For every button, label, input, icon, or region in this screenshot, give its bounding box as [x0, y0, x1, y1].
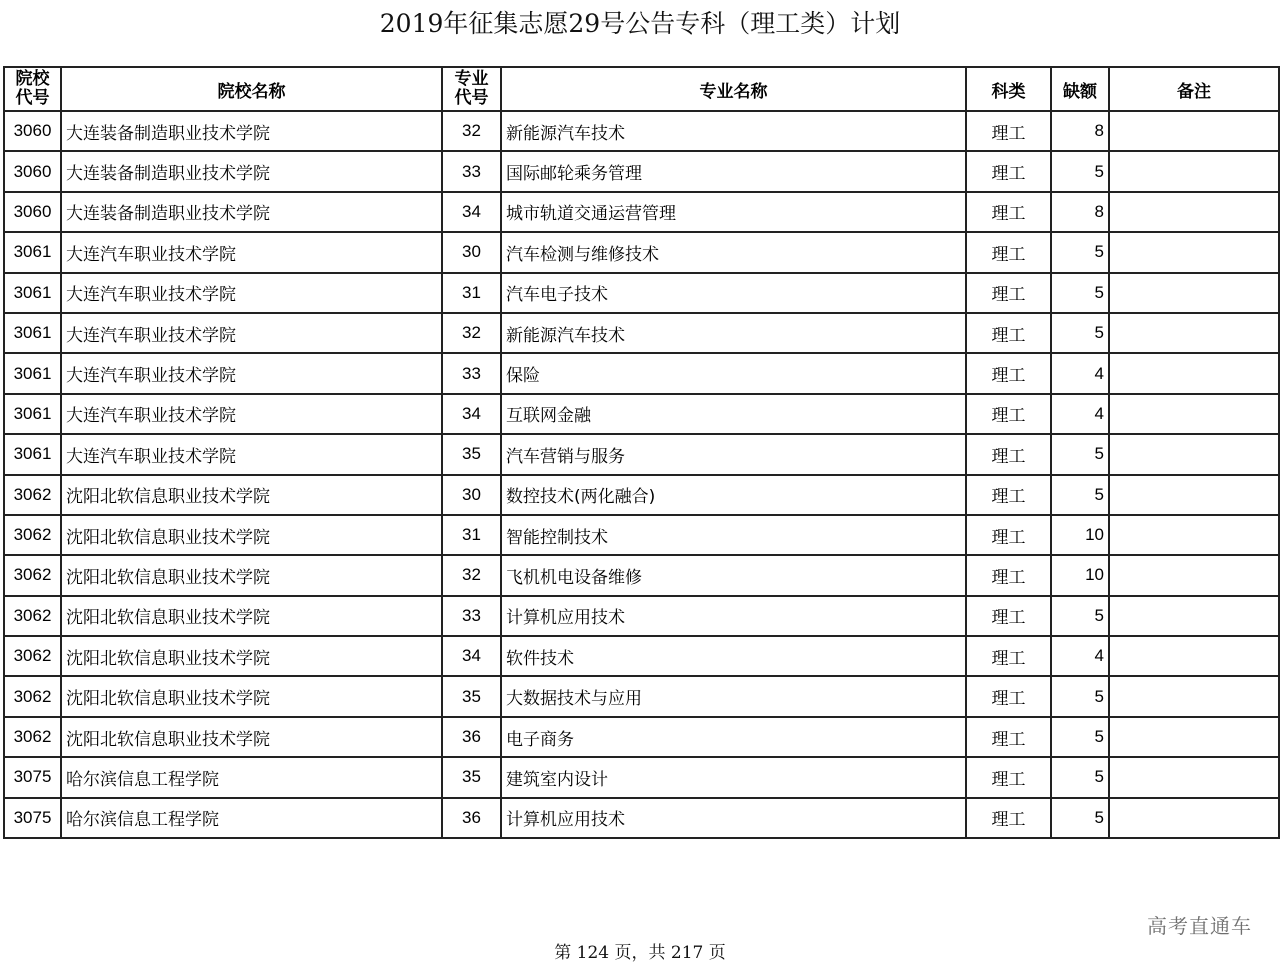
- cell-category: 理工: [966, 798, 1051, 838]
- cell-quota: 10: [1051, 515, 1109, 555]
- cell-quota: 4: [1051, 353, 1109, 393]
- cell-quota: 5: [1051, 757, 1109, 797]
- cell-category: 理工: [966, 475, 1051, 515]
- cell-major-code: 35: [442, 676, 501, 716]
- table-row: [4, 676, 1279, 716]
- cell-major-name: 智能控制技术: [501, 515, 966, 555]
- cell-major-code: 35: [442, 434, 501, 474]
- cell-note: [1109, 394, 1279, 434]
- table-row: [4, 151, 1279, 191]
- cell-quota: 5: [1051, 273, 1109, 313]
- cell-school-code: 3062: [4, 555, 61, 595]
- table-row: [4, 757, 1279, 797]
- cell-quota: 5: [1051, 313, 1109, 353]
- cell-major-name: 飞机机电设备维修: [501, 555, 966, 595]
- cell-note: [1109, 151, 1279, 191]
- cell-school-name: 沈阳北软信息职业技术学院: [61, 596, 442, 636]
- cell-quota: 5: [1051, 434, 1109, 474]
- header-note: 备注: [1109, 67, 1279, 111]
- table-row: [4, 798, 1279, 838]
- cell-school-name: 大连汽车职业技术学院: [61, 273, 442, 313]
- cell-school-code: 3062: [4, 717, 61, 757]
- cell-quota: 5: [1051, 232, 1109, 272]
- table-row: [4, 232, 1279, 272]
- cell-school-code: 3075: [4, 757, 61, 797]
- cell-note: [1109, 596, 1279, 636]
- cell-school-name: 沈阳北软信息职业技术学院: [61, 515, 442, 555]
- cell-school-name: 沈阳北软信息职业技术学院: [61, 475, 442, 515]
- table-row: [4, 353, 1279, 393]
- table-row: [4, 192, 1279, 232]
- cell-major-code: 32: [442, 111, 501, 151]
- cell-school-code: 3062: [4, 475, 61, 515]
- cell-major-code: 34: [442, 394, 501, 434]
- header-major-code-line1: 专业: [454, 69, 489, 89]
- header-major-name: 专业名称: [501, 67, 966, 111]
- cell-note: [1109, 111, 1279, 151]
- cell-category: 理工: [966, 676, 1051, 716]
- cell-note: [1109, 192, 1279, 232]
- cell-major-code: 34: [442, 636, 501, 676]
- cell-major-code: 31: [442, 515, 501, 555]
- cell-note: [1109, 232, 1279, 272]
- cell-school-name: 大连汽车职业技术学院: [61, 434, 442, 474]
- cell-major-code: 30: [442, 232, 501, 272]
- cell-major-name: 新能源汽车技术: [501, 313, 966, 353]
- cell-category: 理工: [966, 636, 1051, 676]
- cell-quota: 10: [1051, 555, 1109, 595]
- cell-major-code: 33: [442, 596, 501, 636]
- table-row: [4, 273, 1279, 313]
- cell-category: 理工: [966, 434, 1051, 474]
- cell-quota: 5: [1051, 596, 1109, 636]
- cell-school-code: 3061: [4, 394, 61, 434]
- cell-category: 理工: [966, 151, 1051, 191]
- cell-category: 理工: [966, 515, 1051, 555]
- cell-major-code: 33: [442, 353, 501, 393]
- cell-category: 理工: [966, 394, 1051, 434]
- cell-category: 理工: [966, 313, 1051, 353]
- cell-school-code: 3061: [4, 313, 61, 353]
- header-school-name: 院校名称: [61, 67, 442, 111]
- cell-note: [1109, 636, 1279, 676]
- cell-quota: 4: [1051, 636, 1109, 676]
- cell-school-code: 3062: [4, 596, 61, 636]
- cell-major-name: 汽车营销与服务: [501, 434, 966, 474]
- table-row: [4, 313, 1279, 353]
- cell-category: 理工: [966, 717, 1051, 757]
- table-row: [4, 475, 1279, 515]
- cell-quota: 8: [1051, 111, 1109, 151]
- cell-school-name: 沈阳北软信息职业技术学院: [61, 555, 442, 595]
- cell-school-code: 3062: [4, 676, 61, 716]
- cell-major-code: 30: [442, 475, 501, 515]
- cell-note: [1109, 515, 1279, 555]
- table-row: [4, 717, 1279, 757]
- table-row: [4, 636, 1279, 676]
- cell-major-code: 32: [442, 555, 501, 595]
- cell-note: [1109, 273, 1279, 313]
- cell-school-name: 沈阳北软信息职业技术学院: [61, 717, 442, 757]
- cell-school-name: 大连汽车职业技术学院: [61, 394, 442, 434]
- table-header-row: [4, 67, 1279, 111]
- cell-school-code: 3060: [4, 151, 61, 191]
- cell-school-name: 大连装备制造职业技术学院: [61, 192, 442, 232]
- table-row: [4, 596, 1279, 636]
- cell-major-name: 汽车电子技术: [501, 273, 966, 313]
- page-footer: 第 124 页，共 217 页: [554, 943, 726, 963]
- cell-school-name: 哈尔滨信息工程学院: [61, 798, 442, 838]
- cell-category: 理工: [966, 111, 1051, 151]
- cell-quota: 5: [1051, 475, 1109, 515]
- cell-note: [1109, 717, 1279, 757]
- cell-quota: 8: [1051, 192, 1109, 232]
- cell-major-name: 保险: [501, 353, 966, 393]
- cell-note: [1109, 555, 1279, 595]
- cell-major-name: 新能源汽车技术: [501, 111, 966, 151]
- cell-category: 理工: [966, 757, 1051, 797]
- cell-major-name: 汽车检测与维修技术: [501, 232, 966, 272]
- cell-note: [1109, 434, 1279, 474]
- cell-school-code: 3061: [4, 232, 61, 272]
- cell-school-code: 3075: [4, 798, 61, 838]
- cell-school-code: 3060: [4, 192, 61, 232]
- cell-school-code: 3061: [4, 273, 61, 313]
- cell-school-code: 3060: [4, 111, 61, 151]
- cell-note: [1109, 798, 1279, 838]
- cell-category: 理工: [966, 273, 1051, 313]
- cell-category: 理工: [966, 353, 1051, 393]
- cell-major-code: 35: [442, 757, 501, 797]
- table-row: [4, 515, 1279, 555]
- table-row: [4, 111, 1279, 151]
- cell-note: [1109, 313, 1279, 353]
- cell-major-name: 数控技术(两化融合): [501, 475, 966, 515]
- table-body: [4, 111, 1279, 838]
- header-school-code-line1: 院校: [15, 69, 50, 89]
- table-row: [4, 434, 1279, 474]
- cell-major-code: 36: [442, 798, 501, 838]
- header-school-code-line2: 代号: [15, 88, 50, 108]
- enrollment-plan-table: [3, 66, 1280, 839]
- cell-school-code: 3062: [4, 636, 61, 676]
- table-row: [4, 555, 1279, 595]
- cell-major-name: 软件技术: [501, 636, 966, 676]
- cell-major-code: 34: [442, 192, 501, 232]
- cell-school-name: 大连装备制造职业技术学院: [61, 151, 442, 191]
- watermark: 高考直通车: [1147, 914, 1252, 938]
- cell-note: [1109, 757, 1279, 797]
- cell-quota: 5: [1051, 798, 1109, 838]
- cell-category: 理工: [966, 192, 1051, 232]
- cell-major-name: 国际邮轮乘务管理: [501, 151, 966, 191]
- header-major-code-line2: 代号: [454, 88, 489, 108]
- cell-major-code: 32: [442, 313, 501, 353]
- cell-quota: 5: [1051, 676, 1109, 716]
- cell-category: 理工: [966, 596, 1051, 636]
- table-row: [4, 394, 1279, 434]
- cell-major-name: 建筑室内设计: [501, 757, 966, 797]
- cell-quota: 4: [1051, 394, 1109, 434]
- cell-major-name: 电子商务: [501, 717, 966, 757]
- cell-quota: 5: [1051, 151, 1109, 191]
- cell-school-code: 3061: [4, 353, 61, 393]
- cell-school-name: 大连汽车职业技术学院: [61, 353, 442, 393]
- cell-note: [1109, 676, 1279, 716]
- cell-major-name: 大数据技术与应用: [501, 676, 966, 716]
- cell-major-name: 计算机应用技术: [501, 798, 966, 838]
- cell-major-code: 36: [442, 717, 501, 757]
- cell-note: [1109, 475, 1279, 515]
- cell-school-name: 大连汽车职业技术学院: [61, 232, 442, 272]
- cell-school-name: 沈阳北软信息职业技术学院: [61, 636, 442, 676]
- page-title: 2019年征集志愿29号公告专科（理工类）计划: [379, 9, 901, 38]
- cell-school-name: 哈尔滨信息工程学院: [61, 757, 442, 797]
- cell-category: 理工: [966, 232, 1051, 272]
- cell-school-code: 3062: [4, 515, 61, 555]
- header-major-code: [442, 67, 501, 111]
- header-category: 科类: [966, 67, 1051, 111]
- cell-major-name: 互联网金融: [501, 394, 966, 434]
- cell-quota: 5: [1051, 717, 1109, 757]
- header-school-code: [4, 67, 61, 111]
- cell-school-code: 3061: [4, 434, 61, 474]
- cell-major-code: 33: [442, 151, 501, 191]
- cell-major-code: 31: [442, 273, 501, 313]
- cell-category: 理工: [966, 555, 1051, 595]
- cell-school-name: 大连装备制造职业技术学院: [61, 111, 442, 151]
- cell-major-name: 计算机应用技术: [501, 596, 966, 636]
- cell-note: [1109, 353, 1279, 393]
- cell-major-name: 城市轨道交通运营管理: [501, 192, 966, 232]
- cell-school-name: 沈阳北软信息职业技术学院: [61, 676, 442, 716]
- cell-school-name: 大连汽车职业技术学院: [61, 313, 442, 353]
- header-quota: 缺额: [1051, 67, 1109, 111]
